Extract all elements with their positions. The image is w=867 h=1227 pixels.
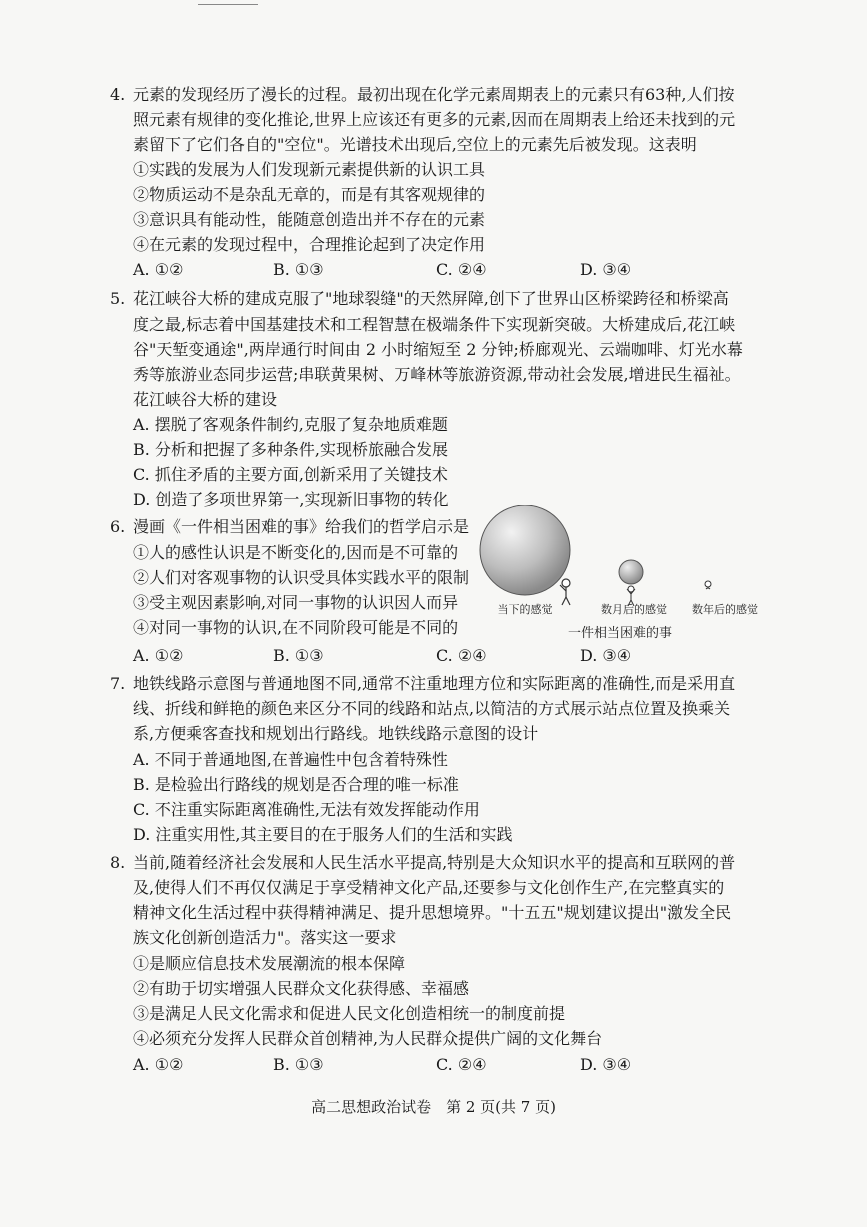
question-text-line: 线、折线和鲜艳的颜色来区分不同的线路和站点,以简洁的方式展示站点位置及换乘关	[133, 699, 731, 718]
question-text-line: 当前,随着经济社会发展和人民生活水平提高,特别是大众知识水平的提高和互联网的普	[133, 853, 736, 872]
question-text-line: 素留下了它们各自的"空位"。光谱技术出现后,空位上的元素先后被发现。这表明	[133, 135, 697, 154]
option-a: A. 摆脱了客观条件制约,克服了复杂地质难题	[133, 415, 448, 434]
option-a: A. ①②	[133, 1055, 184, 1074]
question-text-line: 元素的发现经历了漫长的过程。最初出现在化学元素周期表上的元素只有63种,人们按	[133, 85, 735, 104]
statement: ④对同一事物的认识,在不同阶段可能是不同的	[133, 618, 459, 637]
question-number: 5.	[110, 289, 126, 308]
caption-months: 数月后的感觉	[601, 603, 667, 616]
statement: ③是满足人民文化需求和促进人民文化创造相统一的制度前提	[133, 1004, 566, 1023]
question-text-line: 秀等旅游业态同步运营;串联黄果树、万峰林等旅游资源,带动社会发展,增进民生福祉。	[133, 365, 741, 384]
figure-small	[705, 581, 711, 589]
option-b: B. ①③	[273, 1055, 324, 1074]
option-a: A. ①②	[133, 646, 184, 665]
option-b: B. ①③	[273, 646, 324, 665]
statement: ①人的感性认识是不断变化的,因而是不可靠的	[133, 543, 459, 562]
question-text-line: 地铁线路示意图与普通地图不同,通常不注重地理方位和实际距离的准确性,而是采用直	[133, 674, 736, 693]
statement: ①是顺应信息技术发展潮流的根本保障	[133, 954, 406, 973]
figure-large	[560, 579, 570, 605]
statement: ②物质运动不是杂乱无章的，而是有其客观规律的	[133, 185, 486, 204]
question-text-line: 谷"天堑变通途",两岸通行时间由 2 小时缩短至 2 分钟;桥廊观光、云端咖啡、灯光水幕	[133, 340, 743, 359]
question-text-line: 漫画《一件相当困难的事》给我们的哲学启示是	[133, 517, 470, 536]
question-text-line: 照元素有规律的变化推论,世界上应该还有更多的元素,因而在周期表上给还未找到的元	[133, 110, 736, 129]
option-b: B. 分析和把握了多种条件,实现桥旅融合发展	[133, 440, 449, 459]
option-c: C. 抓住矛盾的主要方面,创新采用了关键技术	[133, 465, 448, 484]
caption-now: 当下的感觉	[497, 603, 553, 616]
question-text-line: 度之最,标志着中国基建技术和工程智慧在极端条件下实现新突破。大桥建成后,花江峡	[133, 315, 736, 334]
question-text-line: 精神文化生活过程中获得精神满足、提升思想境界。"十五五"规划建议提出"激发全民	[133, 903, 732, 922]
statement: ①实践的发展为人们发现新元素提供新的认识工具	[133, 160, 486, 179]
question-text-line: 及,使得人们不再仅仅满足于享受精神文化产品,还要参与文化创作生产,在完整真实的	[133, 878, 725, 897]
scan-mark	[198, 0, 258, 5]
option-d: D. 创造了多项世界第一,实现新旧事物的转化	[133, 490, 449, 509]
question-number: 4.	[110, 85, 126, 104]
option-b: B. 是检验出行路线的规划是否合理的唯一标准	[133, 775, 459, 794]
cartoon-title: 一件相当困难的事	[567, 626, 673, 641]
option-c: C. ②④	[436, 260, 487, 279]
statement: ②人们对客观事物的认识受具体实践水平的限制	[133, 568, 470, 587]
statement: ④必须充分发挥人民群众首创精神,为人民群众提供广阔的文化舞台	[133, 1029, 603, 1048]
question-text-line: 族文化创新创造活力"。落实这一要求	[133, 928, 397, 947]
question-text-line: 花江峡谷大桥的建成克服了"地球裂缝"的天然屏障,创下了世界山区桥梁跨径和桥梁高	[133, 289, 729, 308]
cartoon-illustration	[470, 505, 770, 645]
statement: ④在元素的发现过程中，合理推论起到了决定作用	[133, 235, 486, 254]
option-a: A. 不同于普通地图,在普遍性中包含着特殊性	[133, 750, 448, 769]
question-number: 6.	[110, 517, 126, 536]
page-footer: 高二思想政治试卷 第 2 页(共 7 页)	[311, 1098, 556, 1116]
caption-years: 数年后的感觉	[692, 603, 758, 616]
option-d: D. 注重实用性,其主要目的在于服务人们的生活和实践	[133, 825, 513, 844]
statement: ③受主观因素影响,对同一事物的认识因人而异	[133, 593, 459, 612]
option-d: D. ③④	[580, 1055, 632, 1074]
question-text-line: 系,方便乘客查找和规划出行路线。地铁线路示意图的设计	[133, 724, 539, 743]
question-text-line: 花江峡谷大桥的建设	[133, 390, 278, 409]
large-ball	[480, 505, 570, 595]
question-number: 8.	[110, 853, 126, 872]
option-d: D. ③④	[580, 260, 632, 279]
option-b: B. ①③	[273, 260, 324, 279]
question-number: 7.	[110, 674, 126, 693]
option-d: D. ③④	[580, 646, 632, 665]
statement: ③意识具有能动性，能随意创造出并不存在的元素	[133, 210, 486, 229]
option-a: A. ①②	[133, 260, 184, 279]
option-c: C. ②④	[436, 646, 487, 665]
option-c: C. ②④	[436, 1055, 487, 1074]
medium-ball	[619, 560, 643, 584]
statement: ②有助于切实增强人民群众文化获得感、幸福感	[133, 979, 470, 998]
option-c: C. 不注重实际距离准确性,无法有效发挥能动作用	[133, 800, 480, 819]
